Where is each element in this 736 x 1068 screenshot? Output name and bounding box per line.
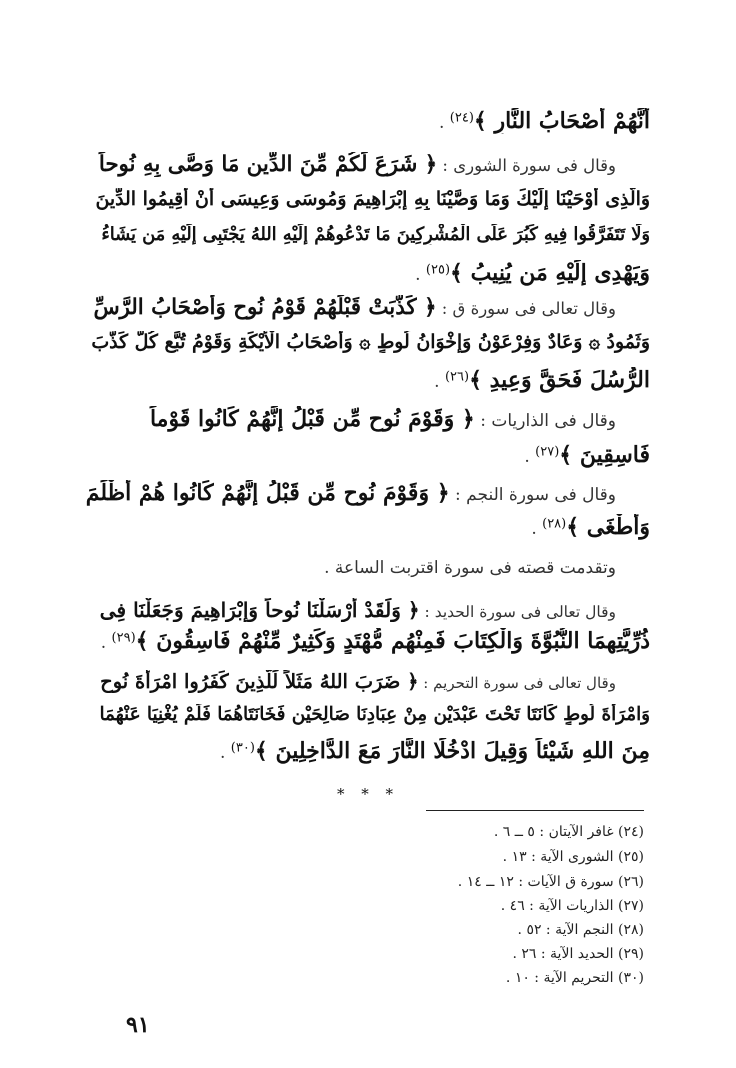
footnote-ref: (٢٤) xyxy=(449,110,474,126)
text-line xyxy=(86,480,650,506)
text-line xyxy=(86,331,650,353)
text-line xyxy=(86,406,650,432)
footnote: (٢٩) الحديد الآية : ٢٦ . xyxy=(512,946,644,962)
text-line xyxy=(86,367,650,393)
lead-text: وقال تعالى فى سورة ق : xyxy=(436,299,616,318)
text-line xyxy=(86,628,650,654)
text-line xyxy=(86,670,650,693)
punctuation: . xyxy=(524,447,536,467)
text-line xyxy=(86,738,650,764)
section-separator: * * * xyxy=(336,785,400,803)
footnote: (٢٨) النجم الآية : ٥٢ . xyxy=(517,922,644,938)
footnote-divider xyxy=(426,810,644,811)
punctuation: . xyxy=(434,372,445,392)
verse-text: وَثَمُودُ ۞ وَعَادٌ وَفِرْعَوْنُ وَإِخْوَانُ لُوطٍ ۞ وَأَصْحَابُ الْأَيْكَةِ وَقَوْمُ تُبَّعٍ كُلٌّ كَذَّبَ xyxy=(91,331,650,353)
punctuation: . xyxy=(438,113,450,133)
verse-text: مِنَ اللهِ شَيْئاً وَقِيلَ ادْخُلَا النَّارَ مَعَ الدَّاخِلِينَ ﴾ xyxy=(254,738,650,764)
verse-text: أَنَّهُمْ أَصْحَابُ النَّارِ ﴾ xyxy=(473,108,650,134)
lead-text: وقال فى سورة الشورى : xyxy=(437,156,616,175)
text-line xyxy=(86,260,650,286)
verse-text: الرُّسُلَ فَحَقَّ وَعِيدِ ﴾ xyxy=(469,367,650,393)
verse-text: ذُرِّيَّتِهِمَا النُّبُوَّةَ وَالْكِتَابَ فَمِنْهُم مُّهْتَدٍ وَكَثِيرٌ مِّنْهُمْ فَاسِقُونَ ﴾ xyxy=(135,628,650,654)
lead-text: وقال فى الذاريات : xyxy=(474,411,616,431)
footnote-ref: (٢٨) xyxy=(542,516,567,532)
verse-text: فَاسِقِينَ ﴾ xyxy=(559,442,650,468)
text-line xyxy=(86,295,650,320)
footnote-ref: (٣٠) xyxy=(230,740,255,756)
page-number: ٩١ xyxy=(126,1012,150,1038)
footnote: (٣٠) التحريم الآية : ١٠ . xyxy=(505,970,644,986)
verse-text: ﴿ كَذَّبَتْ قَبْلَهُمْ قَوْمُ نُوحٍ وَأَصْحَابُ الرَّسِّ xyxy=(93,295,437,320)
lead-text: وقال تعالى فى سورة الحديد : xyxy=(419,603,616,621)
punctuation: . xyxy=(100,633,112,653)
footnote-ref: (٢٩) xyxy=(111,630,136,646)
footnote: (٢٤) غافر الآيتان : ٥ ــ ٦ . xyxy=(493,824,644,840)
lead-text: وقال تعالى فى سورة التحريم : xyxy=(418,674,616,692)
footnote-ref: (٢٥) xyxy=(425,262,451,278)
verse-text: وَيَهْدِى إِلَيْهِ مَن يُنِيبُ ﴾ xyxy=(450,260,650,286)
footnote-ref: (٢٧) xyxy=(535,444,560,460)
text-line xyxy=(86,224,650,245)
footnote-ref: (٢٦) xyxy=(444,369,470,385)
verse-text: ﴿ وَلَقَدْ أَرْسَلْنَا نُوحاً وَإِبْرَاهِيمَ وَجَعَلْنَا فِى xyxy=(99,598,420,622)
verse-text: ﴿ وَقَوْمَ نُوحٍ مِّن قَبْلُ إِنَّهُمْ كَانُوا هُمْ أَظْلَمَ xyxy=(86,480,450,506)
text-line xyxy=(86,704,650,725)
footnote: (٢٦) سورة ق الآيات : ١٢ ــ ١٤ . xyxy=(457,874,644,890)
plain-text: وتقدمت قصته فى سورة اقتربت الساعة . xyxy=(324,558,616,578)
text-line xyxy=(86,188,650,210)
verse-text: ﴿ ضَرَبَ اللهُ مَثَلاً لِّلَّذِينَ كَفَرُوا امْرَأَةَ نُوحٍ xyxy=(100,670,419,693)
verse-text: ﴿ شَرَعَ لَكُمْ مِّنَ الدِّينِ مَا وَصَّى بِهِ نُوحاً xyxy=(98,152,438,177)
text-line xyxy=(86,514,650,540)
punctuation: . xyxy=(415,265,426,285)
text-line xyxy=(86,108,650,134)
footnote: (٢٧) الذاريات الآية : ٤٦ . xyxy=(500,898,644,914)
text-line xyxy=(86,598,650,622)
punctuation: . xyxy=(531,519,543,539)
footnote: (٢٥) الشورى الآية : ١٣ . xyxy=(502,849,644,865)
lead-text: وقال فى سورة النجم : xyxy=(449,485,616,505)
text-line xyxy=(86,442,650,468)
text-line xyxy=(86,558,650,578)
verse-text: وَالَّذِى أَوْحَيْنَا إِلَيْكَ وَمَا وَصَّيْنَا بِهِ إِبْرَاهِيمَ وَمُوسَى وَعِيسَى أَنْ أَقِيمُوا الدِّينَ xyxy=(95,188,650,210)
verse-text: وَلَا تَتَفَرَّقُوا فِيهِ كَبُرَ عَلَى الْمُشْرِكِينَ مَا تَدْعُوهُمْ إِلَيْهِ اللهُ يَجْتَبِى إِلَيْهِ مَن يَشَاءُ xyxy=(101,224,650,245)
text-line xyxy=(86,152,650,177)
verse-text: ﴿ وَقَوْمَ نُوحٍ مِّن قَبْلُ إِنَّهُمْ كَانُوا قَوْماً xyxy=(149,406,475,432)
verse-text: وَامْرَأَةَ لُوطٍ كَانَتَا تَحْتَ عَبْدَيْنِ مِنْ عِبَادِنَا صَالِحَيْنِ فَخَانَتَاهُمَا فَلَمْ يُغْنِيَا عَنْهُمَا xyxy=(99,704,650,725)
punctuation: . xyxy=(219,743,231,763)
verse-text: وَأَطْغَى ﴾ xyxy=(566,514,650,540)
